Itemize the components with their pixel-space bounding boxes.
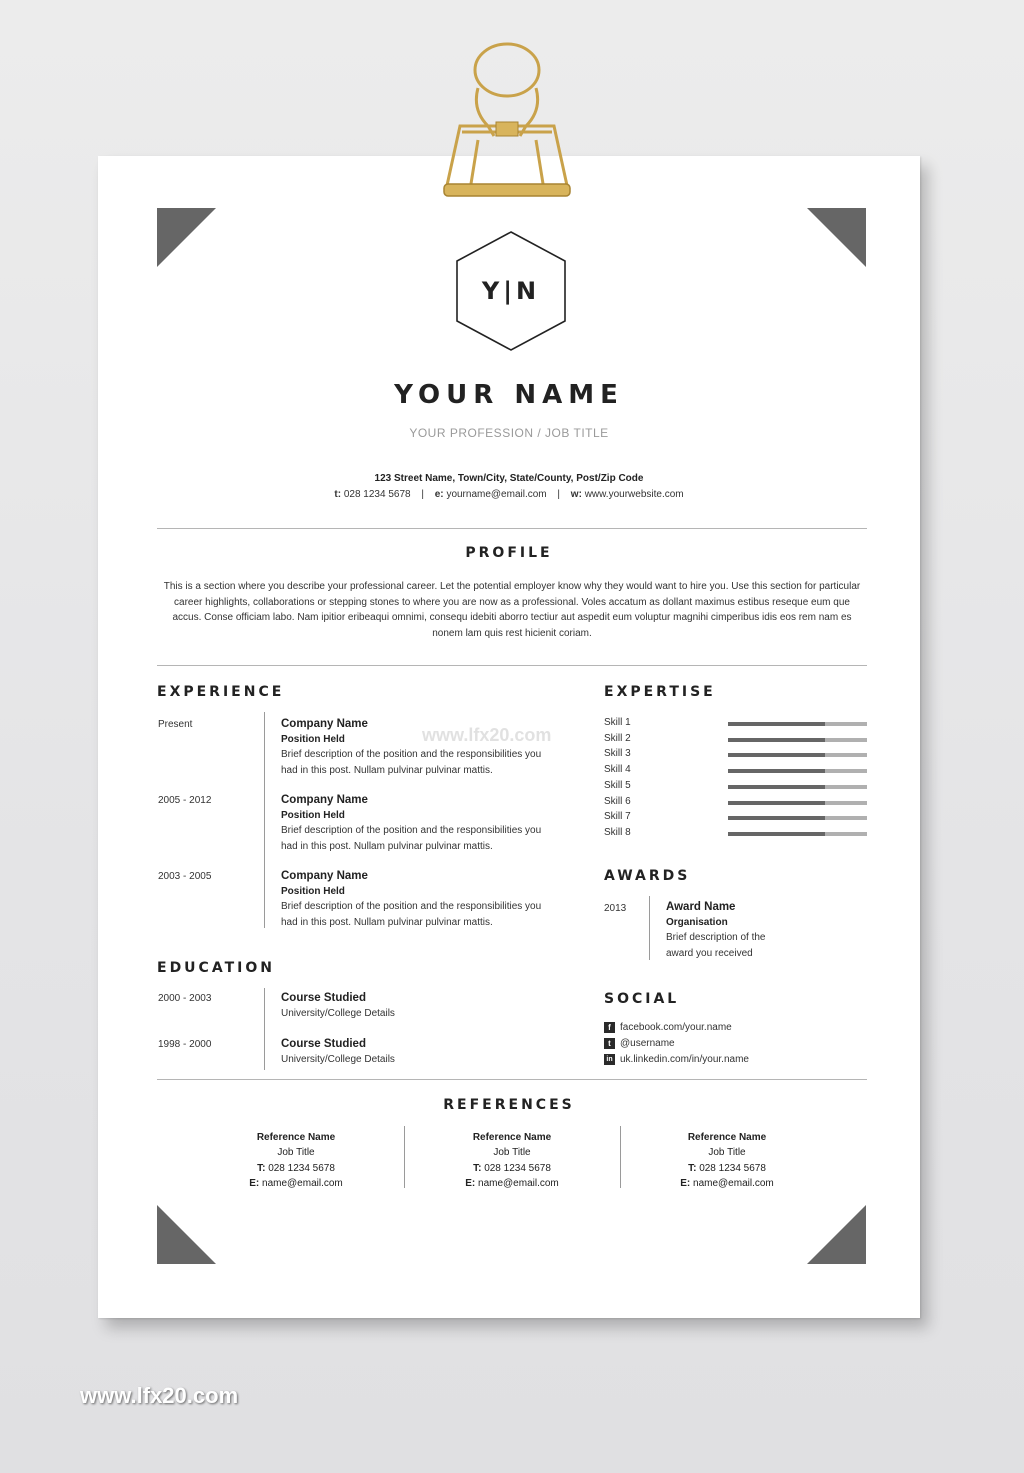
- corner-triangle-top-right: [807, 208, 866, 267]
- monogram-initials: Y|N: [481, 277, 541, 305]
- company-name: Company Name: [281, 718, 368, 730]
- skill-level-bar: [728, 738, 867, 742]
- skill-row: [604, 733, 866, 749]
- skill-label: Skill 3: [604, 748, 631, 760]
- education-heading: EDUCATION: [157, 960, 275, 976]
- institution-details: University/College Details: [281, 1054, 395, 1065]
- contact-separator: |: [557, 489, 561, 500]
- contact-line: [98, 489, 920, 500]
- phone-value: 028 1234 5678: [268, 1162, 335, 1174]
- twitter-icon: t: [604, 1038, 615, 1049]
- profile-text: This is a section where you describe your professional career. Let the potential employer know why they would want to hire you. Use this section for particular career highlights, collaborations or stepping stones to where you are now as a professional. Voles accatum as dollant maximus estibus reseque eum que accus. Conse officiam labo. Nam ipitior eribeaqui omnimi, consequ idebiti aborro tectiur aut aspedit eum voluptur magnihi cimperibus idis eos rem nam es nonem lam quis rest hicienit coriam.: [163, 581, 861, 640]
- course-studied: Course Studied: [281, 1038, 366, 1050]
- skill-row: [604, 780, 866, 796]
- experience-date: Present: [158, 719, 193, 730]
- position-description: had in this post. Nullam pulvinar pulvinar mattis.: [281, 916, 493, 928]
- social-heading: SOCIAL: [604, 991, 680, 1007]
- award-description: Brief description of the: [666, 932, 766, 943]
- award-organisation: Organisation: [666, 917, 728, 928]
- reference-email: [196, 1176, 396, 1191]
- email-value: name@email.com: [262, 1177, 343, 1189]
- experience-heading: EXPERIENCE: [157, 684, 285, 700]
- position-description: had in this post. Nullam pulvinar pulvinar mattis.: [281, 840, 493, 852]
- skill-level-fill: [728, 769, 825, 773]
- skill-level-bar: [728, 832, 867, 836]
- watermark-bottom: www.lfx20.com: [80, 1383, 239, 1408]
- awards-timeline-line: [649, 896, 650, 960]
- phone-value: 028 1234 5678: [699, 1162, 766, 1174]
- reference-name: Reference Name: [472, 1132, 552, 1143]
- reference-entry: [627, 1130, 827, 1191]
- education-date: 2000 - 2003: [158, 993, 212, 1004]
- expertise-heading: EXPERTISE: [604, 684, 716, 700]
- social-twitter[interactable]: [604, 1038, 675, 1049]
- position-held: Position Held: [281, 810, 345, 821]
- skill-level-bar: [728, 816, 867, 820]
- education-timeline-line: [264, 988, 265, 1070]
- skill-level-fill: [728, 785, 825, 789]
- email-label: E:: [680, 1177, 691, 1189]
- divider: [157, 1079, 867, 1080]
- course-studied: Course Studied: [281, 992, 366, 1004]
- social-link-text[interactable]: uk.linkedin.com/in/your.name: [620, 1054, 749, 1065]
- award-name: Award Name: [666, 901, 736, 913]
- skill-level-bar: [728, 785, 867, 789]
- experience-entry: [281, 792, 571, 854]
- social-linkedin[interactable]: [604, 1054, 749, 1065]
- binder-clip-icon: [440, 40, 574, 210]
- divider: [157, 528, 867, 529]
- skill-row: [604, 717, 866, 733]
- skill-row: [604, 827, 866, 843]
- references-heading: REFERENCES: [443, 1097, 575, 1113]
- phone-value: 028 1234 5678: [343, 489, 411, 500]
- position-description: had in this post. Nullam pulvinar pulvinar mattis.: [281, 764, 493, 776]
- skill-row: [604, 811, 866, 827]
- award-date: 2013: [604, 903, 627, 914]
- facebook-icon: f: [604, 1022, 615, 1033]
- corner-triangle-top-left: [157, 208, 216, 267]
- skill-level-fill: [728, 832, 825, 836]
- award-description: award you received: [666, 947, 753, 959]
- awards-heading: AWARDS: [604, 868, 691, 884]
- skill-level-bar: [728, 753, 867, 757]
- phone-label: T:: [473, 1162, 482, 1174]
- reference-divider: [404, 1126, 405, 1188]
- reference-divider: [620, 1126, 621, 1188]
- company-name: Company Name: [281, 870, 368, 882]
- company-name: Company Name: [281, 794, 368, 806]
- resume-name: YOUR NAME: [394, 380, 624, 410]
- experience-date: 2003 - 2005: [158, 871, 212, 882]
- skill-label: Skill 5: [604, 779, 631, 791]
- award-entry: [666, 899, 856, 961]
- experience-date: 2005 - 2012: [158, 795, 212, 806]
- skill-label: Skill 6: [604, 795, 631, 807]
- reference-email: [627, 1176, 827, 1191]
- institution-details: University/College Details: [281, 1008, 395, 1019]
- skill-label: Skill 8: [604, 826, 631, 838]
- reference-job-title: Job Title: [493, 1147, 531, 1159]
- skill-level-fill: [728, 753, 825, 757]
- corner-triangle-bottom-right: [807, 1205, 866, 1264]
- position-description: Brief description of the position and the responsibilities you: [281, 825, 542, 836]
- email-value: yourname@email.com: [446, 489, 547, 500]
- education-entry: [281, 990, 571, 1021]
- reference-phone: [196, 1161, 396, 1176]
- monogram-badge: [455, 230, 567, 352]
- corner-triangle-bottom-left: [157, 1205, 216, 1264]
- phone-label: T:: [257, 1162, 266, 1174]
- skill-label: Skill 7: [604, 811, 631, 823]
- linkedin-icon: in: [604, 1054, 615, 1065]
- web-label: w:: [570, 489, 582, 500]
- social-link-text[interactable]: facebook.com/your.name: [620, 1022, 732, 1033]
- reference-email: [412, 1176, 612, 1191]
- contact-separator: |: [421, 489, 424, 500]
- divider: [157, 665, 867, 666]
- resume-address: 123 Street Name, Town/City, State/County, Post/Zip Code: [374, 473, 644, 484]
- email-value: name@email.com: [478, 1177, 559, 1189]
- phone-label: t:: [334, 489, 342, 500]
- skill-level-fill: [728, 722, 825, 726]
- email-value: name@email.com: [693, 1177, 774, 1189]
- reference-phone: [412, 1161, 612, 1176]
- position-held: Position Held: [281, 734, 345, 745]
- skill-row: [604, 796, 866, 812]
- reference-name: Reference Name: [256, 1132, 336, 1143]
- reference-entry: [412, 1130, 612, 1191]
- skill-level-bar: [728, 801, 867, 805]
- profile-heading: PROFILE: [465, 545, 553, 561]
- social-facebook[interactable]: [604, 1022, 732, 1033]
- skill-level-fill: [728, 801, 825, 805]
- skill-label: Skill 1: [604, 717, 631, 728]
- skill-level-bar: [728, 769, 867, 773]
- skill-row: [604, 748, 866, 764]
- resume-profession: YOUR PROFESSION / JOB TITLE: [409, 426, 609, 440]
- skill-label: Skill 2: [604, 732, 631, 744]
- skill-level-fill: [728, 738, 825, 742]
- phone-value: 028 1234 5678: [484, 1162, 551, 1174]
- email-label: E:: [465, 1177, 476, 1189]
- social-link-text[interactable]: @username: [620, 1038, 675, 1049]
- skill-level-fill: [728, 816, 825, 820]
- position-description: Brief description of the position and the responsibilities you: [281, 749, 542, 760]
- skill-label: Skill 4: [604, 764, 631, 776]
- education-date: 1998 - 2000: [158, 1039, 212, 1050]
- watermark-center: www.lfx20.com: [422, 725, 552, 745]
- skill-row: [604, 764, 866, 780]
- email-label: E:: [249, 1177, 260, 1189]
- web-value: www.yourwebsite.com: [584, 489, 684, 500]
- reference-job-title: Job Title: [277, 1147, 315, 1159]
- email-label: e:: [434, 489, 444, 500]
- experience-timeline-line: [264, 712, 265, 928]
- reference-name: Reference Name: [687, 1132, 767, 1143]
- position-held: Position Held: [281, 886, 345, 897]
- reference-phone: [627, 1161, 827, 1176]
- experience-entry: [281, 868, 571, 930]
- position-description: Brief description of the position and the responsibilities you: [281, 901, 542, 912]
- reference-entry: [196, 1130, 396, 1191]
- reference-job-title: Job Title: [708, 1147, 746, 1159]
- education-entry: [281, 1036, 571, 1067]
- phone-label: T:: [688, 1162, 697, 1174]
- skill-level-bar: [728, 722, 867, 726]
